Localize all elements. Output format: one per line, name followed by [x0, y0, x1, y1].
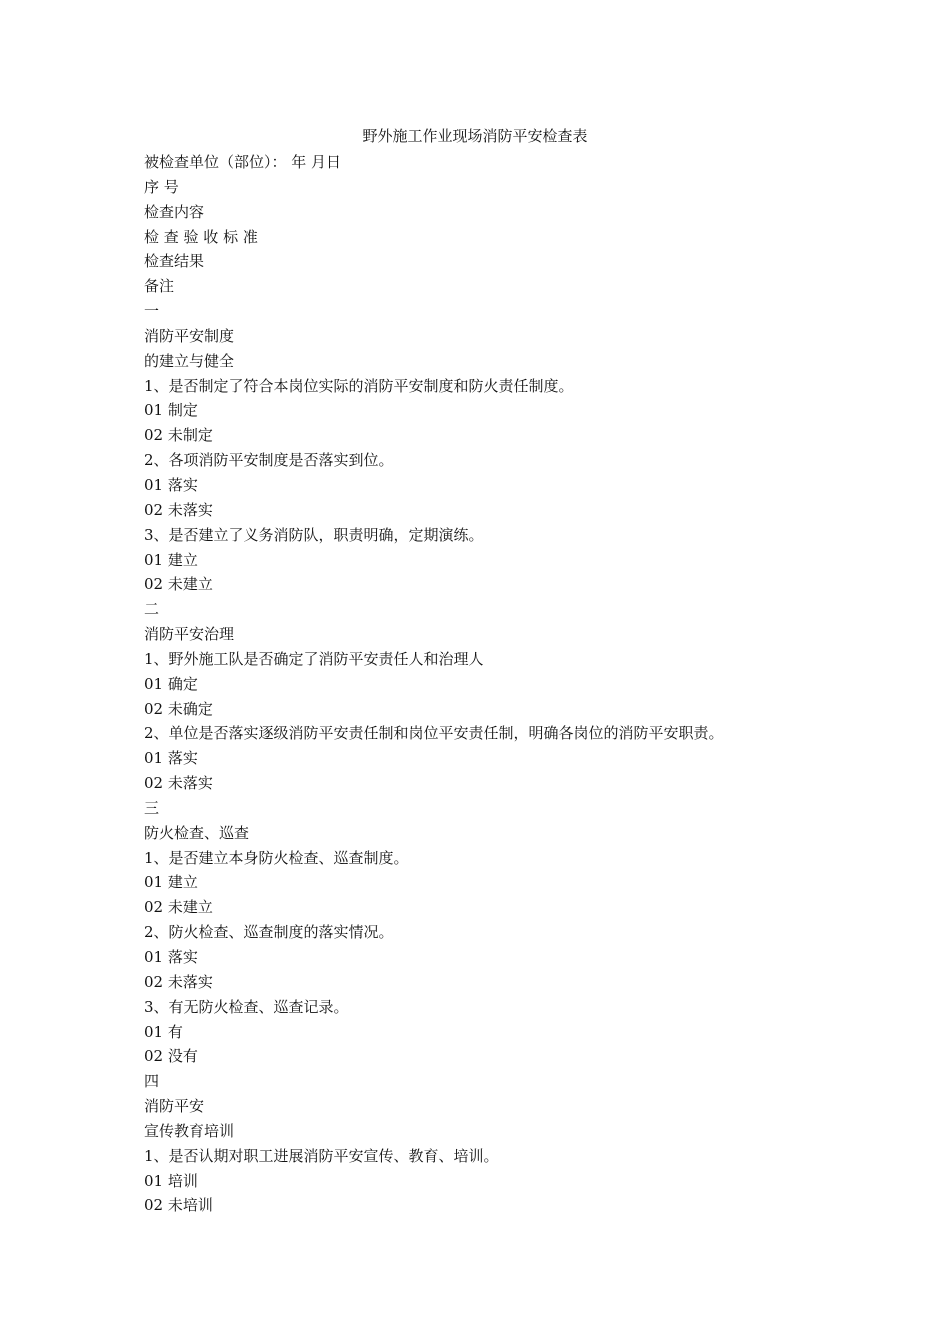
column-header-standard: 检 查 验 收 标 准	[144, 227, 258, 246]
column-header-remarks: 备注	[144, 277, 175, 296]
section-title: 消防平安制度	[144, 326, 235, 345]
section-number: 三	[144, 798, 160, 817]
check-item: 2、各项消防平安制度是否落实到位。	[144, 451, 394, 470]
section-number: 四	[144, 1072, 160, 1091]
column-header-number: 序 号	[144, 177, 179, 196]
option-line: 02 未培训	[144, 1196, 213, 1215]
column-header-result: 检查结果	[144, 252, 205, 271]
option-line: 02 没有	[144, 1047, 198, 1066]
option-line: 01 建立	[144, 873, 198, 892]
check-item: 3、有无防火检查、巡查记录。	[144, 997, 349, 1016]
option-line: 02 未确定	[144, 699, 213, 718]
section-number: 一	[144, 302, 160, 321]
option-line: 01 落实	[144, 948, 198, 966]
section-title: 消防平安	[144, 1097, 205, 1116]
option-line: 02 未建立	[144, 898, 213, 917]
section-title-continued: 的建立与健全	[144, 351, 235, 370]
check-item: 1、野外施工队是否确定了消防平安责任人和治理人	[144, 649, 484, 668]
column-header-content: 检查内容	[144, 202, 205, 221]
section-number: 二	[144, 600, 160, 619]
option-line: 02 未制定	[144, 426, 213, 445]
check-item: 2、防火检查、巡查制度的落实情况。	[144, 923, 394, 942]
check-item: 2、单位是否落实逐级消防平安责任制和岗位平安责任制，明确各岗位的消防平安职责。	[144, 724, 724, 743]
section-title-continued: 宣传教育培训	[144, 1121, 235, 1140]
check-item: 3、是否建立了义务消防队，职责明确，定期演练。	[144, 525, 484, 544]
check-item: 1、是否制定了符合本岗位实际的消防平安制度和防火责任制度。	[144, 376, 574, 395]
section-title: 防火检查、巡查	[144, 823, 250, 842]
document-body	[144, 150, 924, 1218]
option-line: 02 未落实	[144, 972, 213, 991]
document-title: 野外施工作业现场消防平安检查表	[362, 127, 588, 145]
option-line: 01 培训	[144, 1171, 198, 1190]
option-line: 01 有	[144, 1022, 183, 1041]
unit-date-line: 被检查单位（部位）： 年 月日	[144, 153, 342, 171]
option-line: 02 未落实	[144, 500, 213, 519]
check-item: 1、是否建立本身防火检查、巡查制度。	[144, 848, 409, 867]
option-line: 01 制定	[144, 401, 198, 420]
option-line: 02 未落实	[144, 774, 213, 793]
section-title: 消防平安治理	[144, 625, 235, 644]
option-line: 02 未建立	[144, 575, 213, 594]
option-line: 01 落实	[144, 749, 198, 768]
option-line: 01 建立	[144, 550, 198, 569]
check-item: 1、是否认期对职工进展消防平安宣传、教育、培训。	[144, 1146, 499, 1165]
option-line: 01 确定	[144, 674, 198, 693]
option-line: 01 落实	[144, 475, 198, 494]
